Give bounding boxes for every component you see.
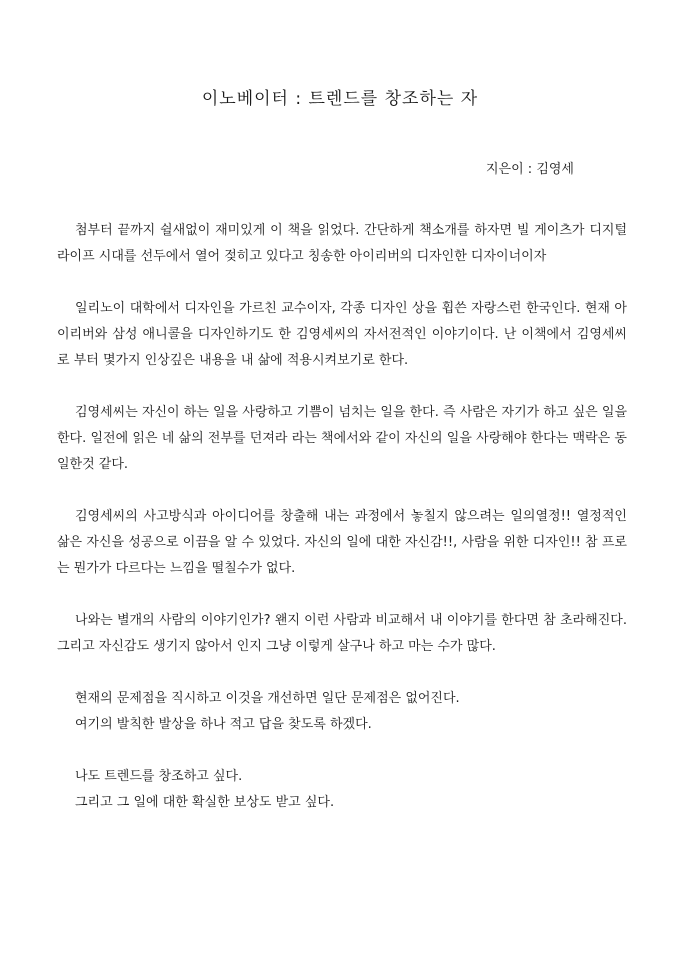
closing-line-1: 현재의 문제점을 직시하고 이것을 개선하면 일단 문제점은 없어진다. <box>75 691 460 706</box>
paragraph-2: 일리노이 대학에서 디자인을 가르친 교수이자, 각종 디자인 상을 휩쓴 자랑스런 한국인다. 현재 아이리버와 삼성 애니콜을 디자인하기도 한 김영세씨의 자서전적인 이야기이다. 난 이책에서 김영세씨로 부터 몇가지 인상깊은 내용을 내 삶에 적용시켜보기로 한다. <box>57 301 627 368</box>
closing-line-3: 나도 트렌드를 창조하고 싶다. <box>75 769 243 784</box>
document-title: 이노베이터 : 트렌드를 창조하는 자 <box>201 89 479 109</box>
document-body <box>57 218 627 842</box>
closing-line-4: 그리고 그 일에 대한 확실한 보상도 받고 싶다. <box>75 795 335 810</box>
paragraph-1: 첨부터 끝까지 쉴새없이 재미있게 이 책을 읽었다. 간단하게 책소개를 하자면 빌 게이츠가 디지털 라이프 시대를 선두에서 열어 젖히고 있다고 칭송한 아이리버의 디자인한 디자이너이자 <box>57 223 627 264</box>
paragraph-5: 나와는 별개의 사람의 이야기인가? 왠지 이런 사람과 비교해서 내 이야기를 한다면 참 초라해진다. 그리고 자신감도 생기지 않아서 인지 그냥 이렇게 살구나 하고 마는 수가 많다. <box>57 613 627 654</box>
closing-block-1 <box>57 686 627 738</box>
closing-block-2 <box>57 764 627 816</box>
author-line: 지은이 : 김영세 <box>486 162 574 177</box>
paragraph-3: 김영세씨는 자신이 하는 일을 사랑하고 기쁨이 넘치는 일을 한다. 즉 사람은 자기가 하고 싶은 일을 한다. 일전에 읽은 네 삶의 전부를 던져라 라는 책에서와 같이 자신의 일을 사랑해야 한다는 맥락은 동일한것 같다. <box>57 405 627 472</box>
paragraph-4: 김영세씨의 사고방식과 아이디어를 창출해 내는 과정에서 놓칠지 않으려는 일의열정!! 열정적인 삶은 자신을 성공으로 이끔을 알 수 있었다. 자신의 일에 대한 자신감!!, 사람을 위한 디자인!! 참 프로는 뭔가가 다르다는 느낌을 떨칠수가 없다. <box>57 509 627 576</box>
closing-line-2: 여기의 발칙한 발상을 하나 적고 답을 찾도록 하겠다. <box>75 717 372 732</box>
